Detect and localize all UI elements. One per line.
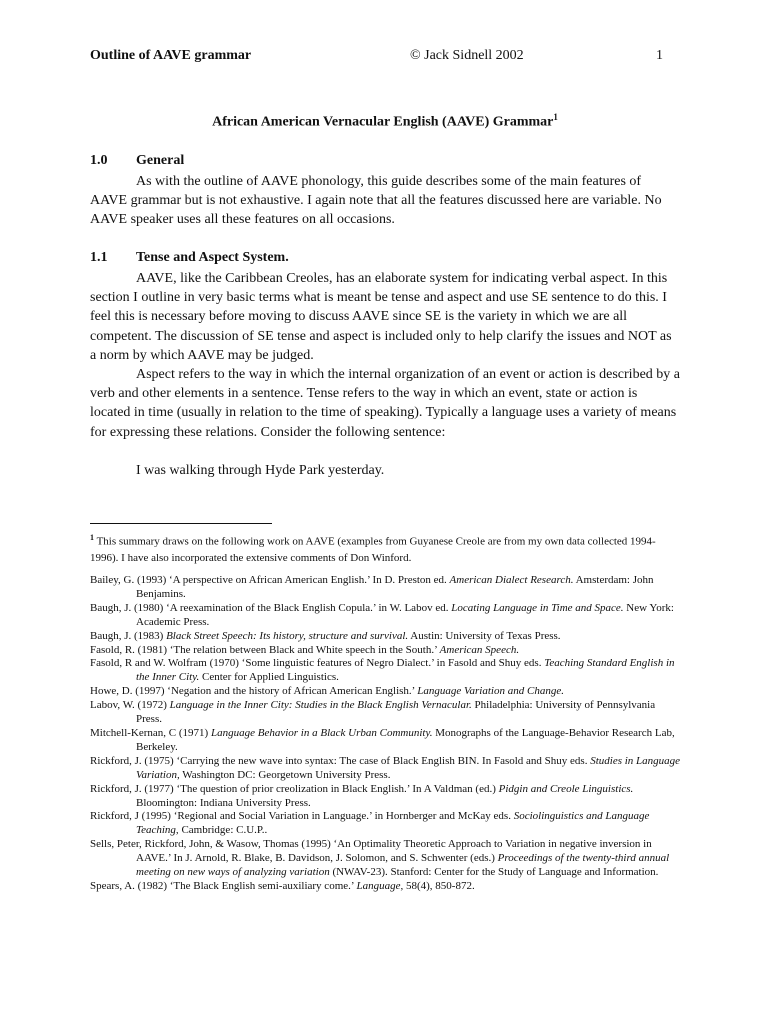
reference-entry xyxy=(90,783,682,811)
document-title-text: African American Vernacular English (AAVE) Grammar xyxy=(212,114,554,130)
paragraph-aspect-definition: Aspect refers to the way in which the internal organization of an event or action is described by a verb and other elements in a sentence. Tense refers to the way in which an event, state or action is located in time (usually in relation to the time of speaking). Typically a language uses a variety of means for expressing these relations. Consider the following sentence: xyxy=(90,367,680,440)
reference-citation: Howe, D. (1997) ‘Negation and the history of African American English.’ xyxy=(90,685,418,698)
title-footnote-mark: 1 xyxy=(553,112,558,122)
section-title: General xyxy=(136,153,185,168)
example-sentence: I was walking through Hyde Park yesterday. xyxy=(136,463,385,478)
reference-entry xyxy=(90,727,682,755)
reference-entry xyxy=(90,699,682,727)
reference-citation: Labov, W. (1972) xyxy=(90,699,170,712)
reference-publisher: New York: Academic Press. xyxy=(136,601,674,628)
section-heading-tense-aspect xyxy=(90,250,289,266)
reference-work-title: Language, xyxy=(356,879,404,892)
reference-work-title: Black Street Speech: Its history, structure and survival. xyxy=(166,629,409,642)
reference-entry xyxy=(90,810,682,838)
document-title xyxy=(90,112,680,131)
reference-publisher: 58(4), 850-872. xyxy=(403,879,475,892)
paragraph-general: As with the outline of AAVE phonology, this guide describes some of the main features of AAVE grammar but is not exhaustive. I again note that all the features discussed here are variable. No AAVE speaker uses all these features on all occasions. xyxy=(90,174,662,228)
reference-work-title: Language in the Inner City: Studies in the Black English Vernacular. xyxy=(169,699,472,712)
reference-citation: Fasold, R. (1981) ‘The relation between Black and White speech in the South.’ xyxy=(90,643,440,656)
reference-citation: Baugh, J. (1980) ‘A reexamination of the Black English Copula.’ in W. Labov ed. xyxy=(90,601,452,614)
reference-publisher: Monographs of the Language-Behavior Research Lab, Berkeley. xyxy=(136,726,675,753)
reference-work-title: American Dialect Research. xyxy=(449,574,574,586)
reference-citation: Fasold, R and W. Wolfram (1970) ‘Some linguistic features of Negro Dialect.’ in Fasold and Shuy eds. xyxy=(90,657,545,670)
reference-publisher: (NWAV-23). Stanford: Center for the Study of Language and Information. xyxy=(329,866,659,879)
reference-publisher: Center for Applied Linguistics. xyxy=(199,671,339,684)
reference-publisher: Amsterdam: John Benjamins. xyxy=(136,574,654,600)
footnote-text: This summary draws on the following work on AAVE (examples from Guyanese Creole are from my own data collected 1994-1996). I have also incorporated the extensive comments of Don Winford. xyxy=(90,535,656,565)
reference-citation: Mitchell-Kernan, C (1971) xyxy=(90,726,211,739)
reference-citation: Rickford, J (1995) ‘Regional and Social Variation in Language.’ in Hornberger and McKay eds. xyxy=(90,810,514,823)
reference-publisher: Philadelphia: University of Pennsylvania Press. xyxy=(136,699,656,726)
reference-publisher: Bloomington: Indiana University Press. xyxy=(136,796,311,809)
section-number: 1.0 xyxy=(90,153,108,168)
reference-publisher: Austin: University of Texas Press. xyxy=(408,629,561,642)
paragraph-tense-aspect-intro: AAVE, like the Caribbean Creoles, has an elaborate system for indicating verbal aspect. In this section I outline in very basic terms what is meant be tense and aspect and use SE sentence to do this. I feel this is necessary before moving to discuss AAVE since SE is the variety in which we are all competent. The discussion of SE tense and aspect is included only to help clarify the issues and NOT as a norm by which AAVE may be judged. xyxy=(90,271,672,363)
reference-citation: Baugh, J. (1983) xyxy=(90,629,167,642)
reference-citation: Bailey, G. (1993) ‘A perspective on African American English.’ In D. Preston ed. xyxy=(90,574,450,586)
footnote-separator xyxy=(90,523,272,524)
reference-citation: Rickford, J. (1975) ‘Carrying the new wave into syntax: The case of Black English BIN. In Fasold and Shuy eds. xyxy=(90,754,591,767)
section-number: 1.1 xyxy=(90,250,108,265)
reference-work-title: Sociolinguistics and Language Teaching, xyxy=(136,810,650,837)
footnote xyxy=(90,530,680,567)
reference-entry xyxy=(90,602,682,630)
section-heading-general xyxy=(90,153,184,169)
running-header-copyright: © Jack Sidnell 2002 xyxy=(410,48,524,63)
footnote-mark: 1 xyxy=(90,533,94,542)
reference-citation: Rickford, J. (1977) ‘The question of prior creolization in Black English.’ In A Valdman (ed.) xyxy=(90,782,499,795)
reference-work-title: Proceedings of the twenty-third annual meeting on new ways of analyzing variation xyxy=(136,852,670,879)
running-header-title: Outline of AAVE grammar xyxy=(90,48,252,63)
reference-entry xyxy=(90,685,682,699)
reference-entry xyxy=(90,838,682,880)
page-number: 1 xyxy=(656,48,663,63)
reference-work-title: Language Behavior in a Black Urban Community. xyxy=(210,726,433,739)
reference-work-title: Studies in Language Variation, xyxy=(136,754,681,781)
reference-entry xyxy=(90,755,682,783)
reference-work-title: Locating Language in Time and Space. xyxy=(451,601,624,614)
reference-work-title: Language Variation and Change. xyxy=(417,685,564,698)
reference-publisher: Cambridge: C.U.P.. xyxy=(178,824,268,837)
reference-citation: Sells, Peter, Rickford, John, & Wasow, Thomas (1995) ‘An Optimality Theoretic Approach to Variation in negative inversion in AAVE.’ In J. Arnold, R. Blake, B. Davidson, J. Solomon, and S. Schwenter (eds.) xyxy=(90,838,652,865)
reference-entry xyxy=(90,574,682,602)
reference-entry xyxy=(90,657,682,685)
section-title: Tense and Aspect System. xyxy=(136,250,289,265)
reference-work-title: Teaching Standard English in the Inner City. xyxy=(136,657,675,684)
reference-list xyxy=(90,574,682,894)
reference-work-title: American Speech. xyxy=(439,643,520,656)
reference-publisher: Washington DC: Georgetown University Press. xyxy=(179,768,391,781)
reference-work-title: Pidgin and Creole Linguistics. xyxy=(498,782,634,795)
reference-entry xyxy=(90,644,682,658)
reference-citation: Spears, A. (1982) ‘The Black English semi-auxiliary come.’ xyxy=(90,879,357,892)
reference-entry xyxy=(90,880,682,894)
reference-entry xyxy=(90,630,682,644)
